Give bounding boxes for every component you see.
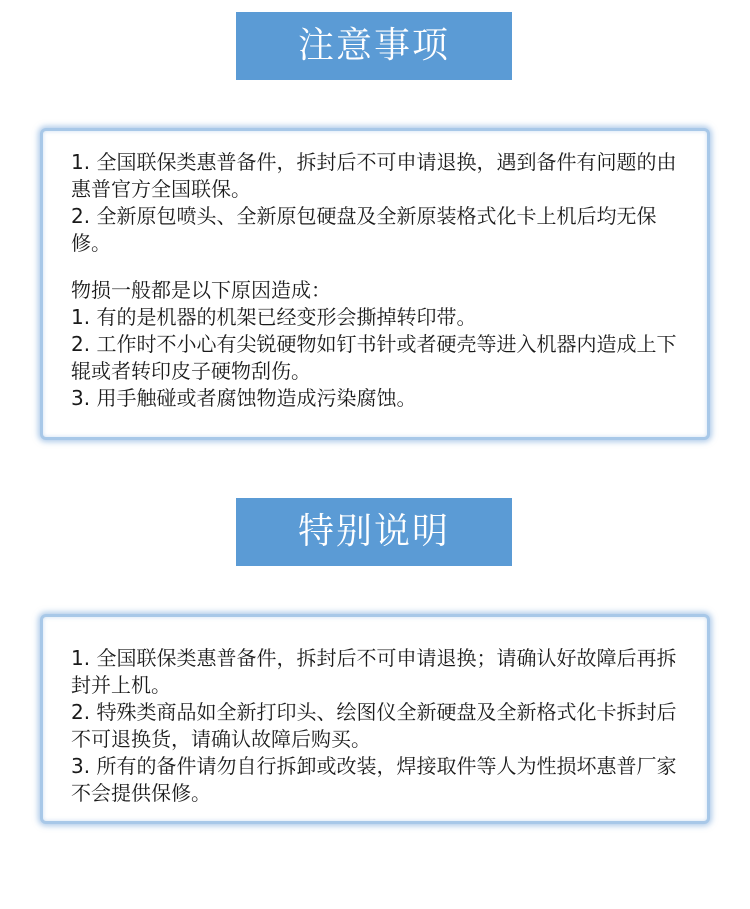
notice-title: 注意事项 (297, 25, 450, 66)
notice-title-banner (236, 12, 512, 80)
special-title-banner (236, 498, 512, 566)
notice-panel (40, 128, 710, 440)
special-title: 特别说明 (297, 511, 450, 552)
damage-reason-2: 2. 工作时不小心有尖锐硬物如钉书针或者硬壳等进入机器内造成上下辊或者转印皮子硬物刮伤。 (71, 332, 677, 383)
special-item-1: 1. 全国联保类惠普备件，拆封后不可申请退换；请确认好故障后再拆封并上机。 (71, 646, 677, 697)
damage-reason-3: 3. 用手触碰或者腐蚀物造成污染腐蚀。 (71, 386, 417, 410)
special-item-2: 2. 特殊类商品如全新打印头、绘图仪全新硬盘及全新格式化卡拆封后不可退换货，请确认故障后购买。 (71, 700, 677, 751)
damage-reason-1: 1. 有的是机器的机架已经变形会撕掉转印带。 (71, 305, 477, 329)
damage-reasons-intro: 物损一般都是以下原因造成： (71, 278, 331, 302)
paragraph-gap (71, 257, 679, 277)
notice-item-1: 1. 全国联保类惠普备件，拆封后不可申请退换，遇到备件有问题的由惠普官方全国联保。 (71, 150, 677, 201)
notice-item-2: 2. 全新原包喷头、全新原包硬盘及全新原装格式化卡上机后均无保修。 (71, 204, 657, 255)
special-panel (40, 614, 710, 824)
special-item-3: 3. 所有的备件请勿自行拆卸或改装，焊接取件等人为性损坏惠普厂家 不会提供保修。 (71, 754, 690, 805)
